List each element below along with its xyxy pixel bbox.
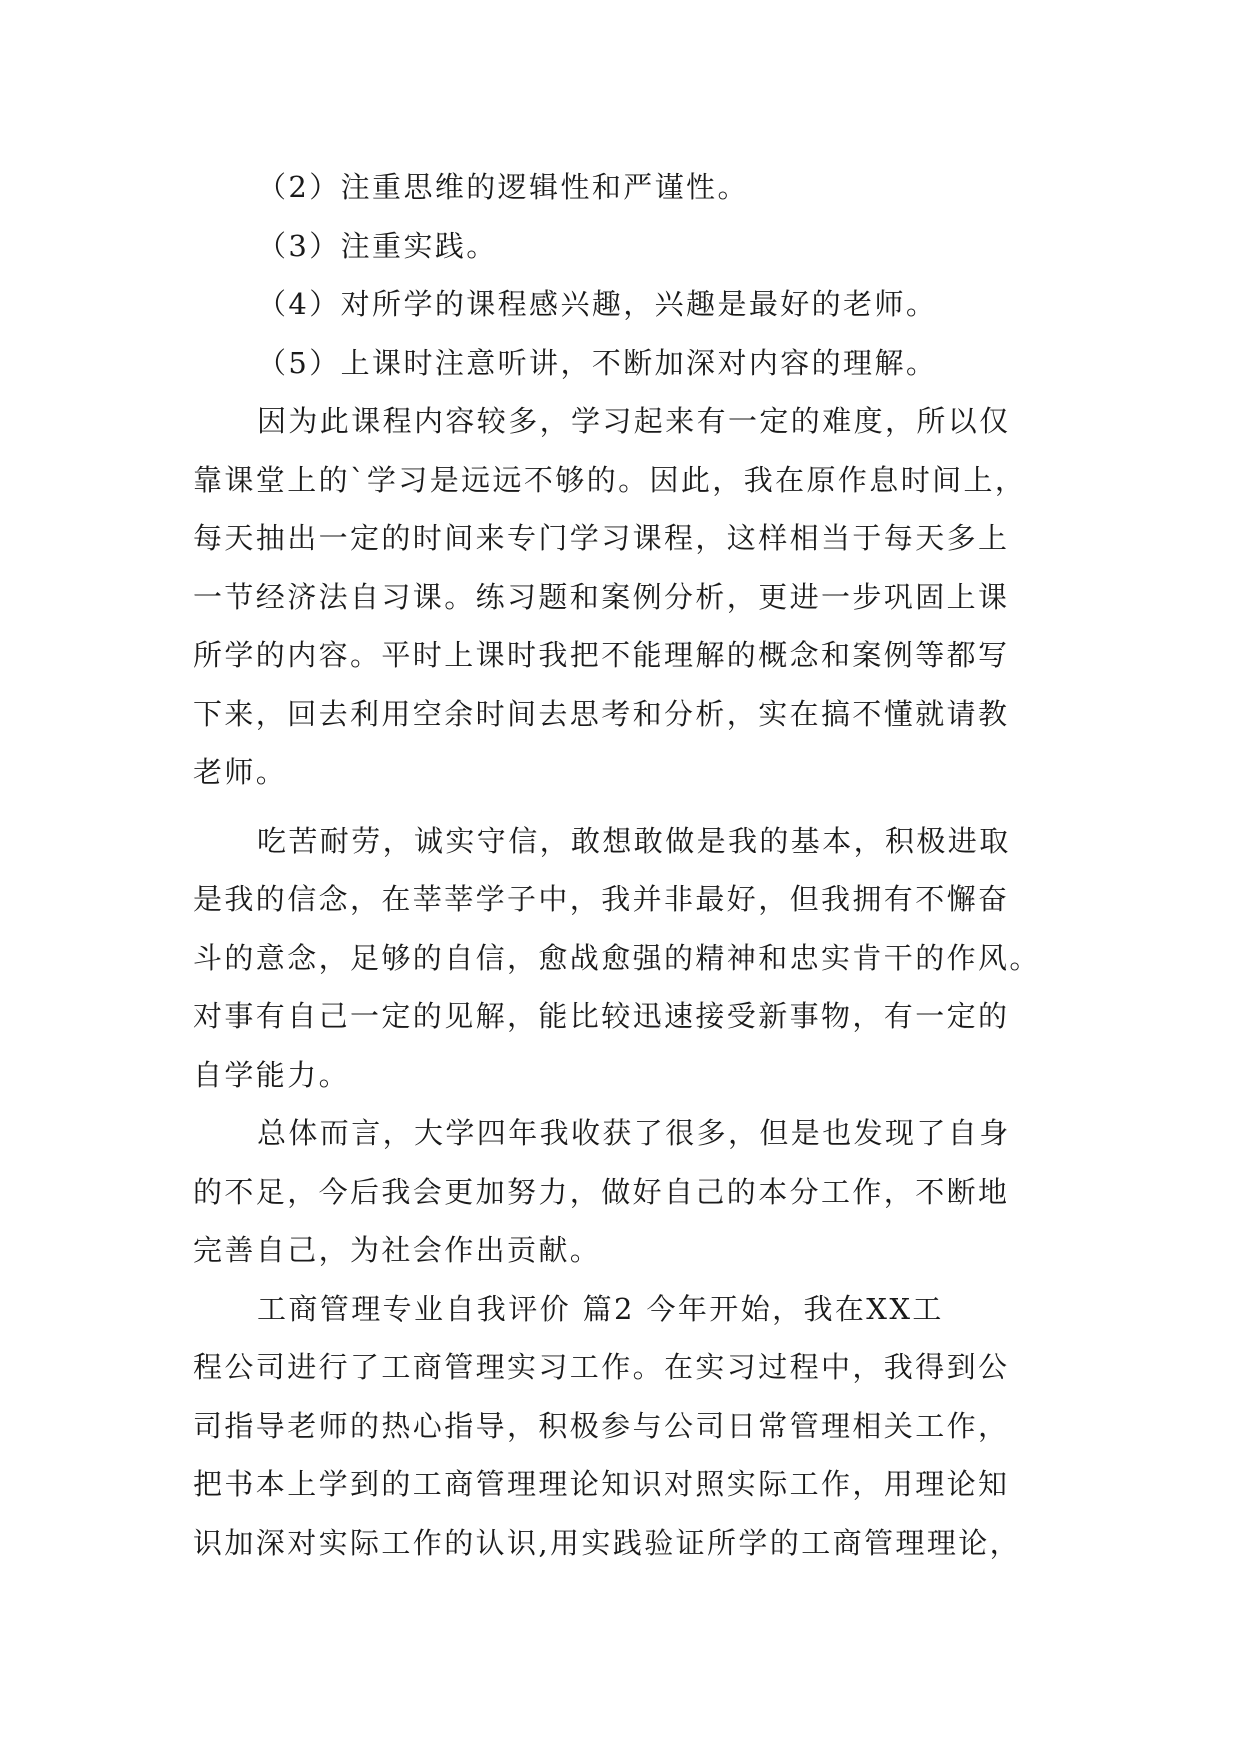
- paragraph-line: 是我的信念，在莘莘学子中，我并非最好，但我拥有不懈奋: [193, 882, 1010, 916]
- section-heading-line: 工商管理专业自我评价 篇2 今年开始，我在XX工: [257, 1291, 944, 1326]
- paragraph-line: 完善自己，为社会作出贡献。: [193, 1233, 602, 1267]
- paragraph-line: 吃苦耐劳，诚实守信，敢想敢做是我的基本，积极进取: [257, 823, 1011, 858]
- paragraph-line: 斗的意念，足够的自信，愈战愈强的精神和忠实肯干的作风。: [193, 940, 1041, 975]
- list-item-3: （3）注重实践。: [257, 228, 498, 263]
- paragraph-line: 靠课堂上的`学习是远远不够的。因此，我在原作息时间上，: [193, 462, 1027, 497]
- list-item-2: （2）注重思维的逻辑性和严谨性。: [257, 170, 749, 204]
- list-item-4: （4）对所学的课程感兴趣，兴趣是最好的老师。: [257, 287, 938, 321]
- paragraph-line: 识加深对实际工作的认识,用实践验证所学的工商管理理论，: [193, 1525, 1022, 1560]
- paragraph-line: 的不足，今后我会更加努力，做好自己的本分工作，不断地: [193, 1174, 1010, 1209]
- document-body: [193, 158, 1047, 1572]
- paragraph-line: 老师。: [193, 755, 288, 789]
- paragraph-line: 把书本上学到的工商管理理论知识对照实际工作，用理论知: [193, 1467, 1010, 1501]
- paragraph-line: 所学的内容。平时上课时我把不能理解的概念和案例等都写: [193, 638, 1010, 672]
- paragraph-line: 总体而言，大学四年我收获了很多，但是也发现了自身: [257, 1116, 1011, 1150]
- paragraph-line: 每天抽出一定的时间来专门学习课程，这样相当于每天多上: [193, 521, 1010, 555]
- paragraph-line: 自学能力。: [193, 1057, 351, 1092]
- paragraph-line: 因为此课程内容较多，学习起来有一定的难度，所以仅: [257, 404, 1011, 438]
- list-item-5: （5）上课时注意听讲，不断加深对内容的理解。: [257, 345, 938, 380]
- paragraph-line: 司指导老师的热心指导，积极参与公司日常管理相关工作，: [193, 1408, 1010, 1443]
- paragraph-line: 对事有自己一定的见解，能比较迅速接受新事物，有一定的: [193, 999, 1010, 1033]
- paragraph-line: 下来，回去利用空余时间去思考和分析，实在搞不懂就请教: [193, 696, 1010, 731]
- paragraph-line: 程公司进行了工商管理实习工作。在实习过程中，我得到公: [193, 1350, 1010, 1384]
- paragraph-line: 一节经济法自习课。练习题和案例分析，更进一步巩固上课: [193, 579, 1010, 614]
